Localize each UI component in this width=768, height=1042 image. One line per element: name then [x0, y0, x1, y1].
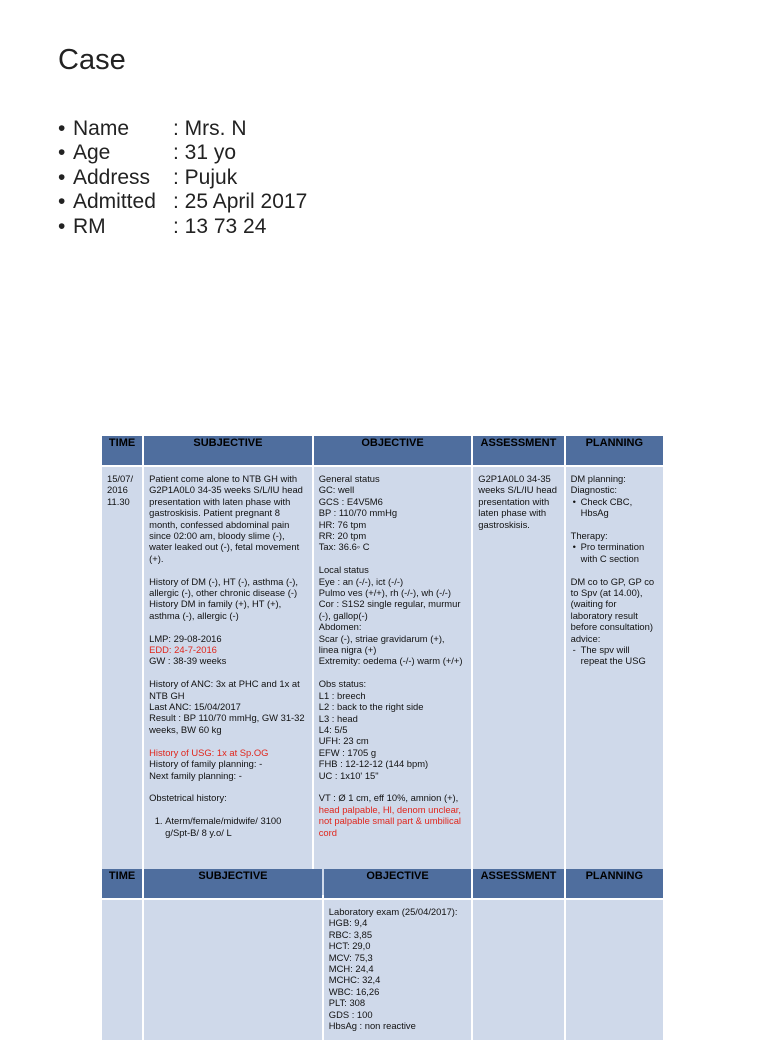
local-status: Local status Eye : an (-/-), ict (-/-) Pulmo ves (+/+), rh (-/-), wh (-/-) Cor : S1S2 single regular, murmur (-), gallop(-) Abdomen: Scar (-), striae gravidarum (+), linea nigra (+) Extremity: oedema (-/-) warm (+/+): [318, 564, 463, 667]
header-assessment: ASSESSMENT: [473, 869, 563, 898]
therapy-title: Therapy:: [570, 530, 608, 542]
general-status: General status GC: well GCS : E4V5M6 BP : 110/70 mmHg HR: 76 tpm RR: 20 tpm Tax: 36.6◦ C: [318, 473, 398, 553]
patient-name-item: • Name : Mrs. N: [58, 117, 247, 140]
obstetric-list: [149, 815, 307, 838]
header-planning: PLANNING: [566, 436, 663, 465]
table-header-row: [102, 436, 663, 465]
info-value: : 31 yo: [173, 141, 237, 165]
header-assessment: ASSESSMENT: [473, 436, 563, 465]
usg-text: History of USG: 1x at Sp.OG: [149, 746, 269, 758]
advice-list: [571, 644, 658, 667]
info-label: Address: [73, 165, 151, 189]
patient-address-item: • Address : Pujuk: [58, 165, 238, 189]
info-value: : 13 73 24: [173, 214, 267, 238]
anc-history: History of ANC: 3x at PHC and 1x at NTB GH Last ANC: 15/04/2017 Result : BP 110/70 mmHg, GW 31-32 weeks, BW 60 kg: [149, 678, 305, 735]
soap-table-1: [100, 434, 665, 897]
obstetric-history: [149, 792, 307, 803]
lmp-text: LMP: 29-08-2016: [149, 632, 222, 644]
time-cell: [102, 900, 142, 1040]
gw-text: GW : 38-39 weeks: [149, 655, 227, 667]
vt-highlight: head palpable, Hl, denom unclear, not palpable small part & umbilical cord: [318, 803, 462, 838]
vaginal-exam: [319, 792, 467, 838]
subjective-history: History of DM (-), HT (-), asthma (-), allergic (-), other chronic disease (-) History DM in family (+), HT (+), asthma (-), allergic (-): [149, 575, 298, 621]
slide-title: Case: [58, 44, 126, 76]
info-value: : Pujuk: [173, 165, 238, 189]
subjective-cell: [144, 467, 312, 895]
list-item: - The spv will repeat the USG: [581, 644, 658, 667]
header-time: TIME: [102, 869, 142, 898]
subjective-complaint: Patient come alone to NTB GH with G2P1A0L0 34-35 weeks S/L/IU head presentation with laten phase with gastroskisis. Patient pregnant 8 month, confessed abdominal pain since 02:00 am, bloody slime (-), water leaked out (-), fetal movement (+).: [149, 473, 303, 564]
obs-status: Obs status: L1 : breech L2 : back to the right side L3 : head L4: 5/5 UFH: 23 cm EFW : 1705 g FHB : 12-12-12 (144 bpm) UC : 1x10' 15": [318, 678, 429, 781]
patient-rm-item: • RM : 13 73 24: [58, 214, 267, 238]
patient-admitted-item: • Admitted : 25 April 2017: [58, 190, 308, 214]
patient-info-list: [58, 117, 307, 239]
info-value: : Mrs. N: [173, 117, 247, 140]
table-row: [102, 467, 663, 895]
assessment-cell: [473, 900, 563, 1040]
patient-age-item: • Age : 31 yo: [58, 141, 237, 165]
header-planning: PLANNING: [566, 869, 663, 898]
soap-table-2: [100, 867, 665, 1042]
list-item: • Pro termination with C section: [581, 541, 658, 564]
objective-cell: [324, 900, 472, 1040]
planning-cell: [566, 900, 663, 1040]
time-cell: [102, 467, 142, 895]
therapy-list: [571, 541, 658, 564]
dm-planning: DM planning: Diagnostic:: [570, 473, 626, 496]
header-subjective: SUBJECTIVE: [144, 436, 312, 465]
info-label: RM: [73, 214, 106, 238]
obstetric-title: Obstetrical history:: [149, 792, 227, 804]
header-subjective: SUBJECTIVE: [144, 869, 322, 898]
info-label: Name: [73, 117, 130, 140]
assessment-cell: [473, 467, 563, 895]
planning-cell: [566, 467, 663, 895]
subjective-usg: [149, 747, 307, 781]
subjective-cell: [144, 900, 322, 1040]
subjective-dates: [149, 633, 307, 667]
time-text: 15/07/ 2016 11.30: [107, 473, 134, 507]
consultation-text: DM co to GP, GP co to Spv (at 14.00), (waiting for laboratory result before consultation) advice:: [570, 575, 655, 644]
info-value: : 25 April 2017: [173, 190, 308, 214]
list-item: 1. Aterm/female/midwife/ 3100 g/Spt-B/ 8 y.o/ L: [165, 815, 307, 838]
vt-text: VT : Ø 1 cm, eff 10%, amnion (+),: [318, 792, 459, 804]
objective-cell: [314, 467, 472, 895]
family-planning-text: History of family planning: - Next family planning: -: [149, 758, 263, 781]
table-header-row: [102, 869, 663, 898]
header-time: TIME: [102, 436, 142, 465]
info-label: Admitted: [73, 190, 156, 214]
edd-text: EDD: 24-7-2016: [149, 644, 217, 656]
assessment-text: G2P1A0L0 34-35 weeks S/L/IU head presentation with laten phase with gastroskisis.: [478, 473, 557, 530]
laboratory-results: Laboratory exam (25/04/2017): HGB: 9,4 RBC: 3,85 HCT: 29,0 MCV: 75,3 MCH: 24,4 MCHC: 32,4 WBC: 16,26 PLT: 308 GDS : 100 HbsAg : non reactive: [328, 906, 458, 1032]
diagnostic-list: [571, 496, 658, 519]
list-item: • Check CBC, HbsAg: [581, 496, 658, 519]
info-label: Age: [73, 141, 111, 165]
table-row: [102, 900, 663, 1040]
header-objective: OBJECTIVE: [324, 869, 472, 898]
header-objective: OBJECTIVE: [314, 436, 472, 465]
